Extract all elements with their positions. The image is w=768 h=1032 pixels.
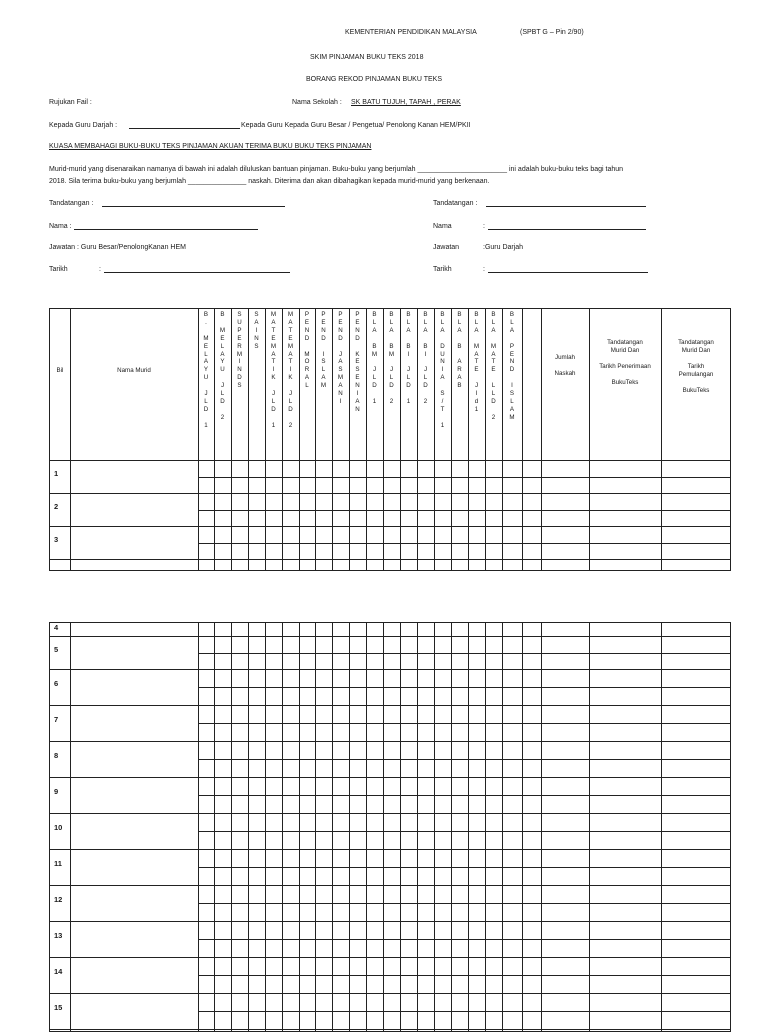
row-half-line xyxy=(198,543,730,544)
header-jumlah-naskah: Jumlah Naskah xyxy=(554,354,576,377)
row-number: 4 xyxy=(54,623,59,632)
column-divider xyxy=(70,309,71,570)
loan-table-page-1 xyxy=(49,308,731,571)
row-number: 8 xyxy=(54,751,59,760)
row-line xyxy=(50,741,730,742)
header-subject-12: B L A B M J L D 2 xyxy=(388,311,395,405)
right-tarikh-colon: : xyxy=(483,266,485,273)
row-number: 7 xyxy=(54,715,59,724)
form-title: BORANG REKOD PINJAMAN BUKU TEKS xyxy=(306,76,443,83)
header-subject-13: B L A B I J L D 1 xyxy=(406,311,411,405)
left-jawatan-label: Jawatan : Guru Besar/PenolongKanan HEM xyxy=(49,244,186,251)
column-divider xyxy=(332,623,333,1031)
row-half-line xyxy=(198,903,730,904)
header-subject-8: P E N D I S L A M xyxy=(320,311,327,390)
column-divider xyxy=(661,623,662,1031)
row-number: 5 xyxy=(54,644,59,654)
column-divider xyxy=(589,623,590,1031)
column-divider xyxy=(468,623,469,1031)
right-tandatangan-label: Tandatangan : xyxy=(433,200,478,207)
header-subject-9: P E N D J A S M A N I xyxy=(337,311,344,405)
column-divider xyxy=(214,623,215,1031)
row-number: 11 xyxy=(54,859,62,868)
column-divider xyxy=(383,623,384,1031)
right-tandatangan-line xyxy=(486,206,646,207)
row-line xyxy=(50,636,730,637)
row-half-line xyxy=(198,723,730,724)
kepada-guru-besar-label: Kepada Guru Kepada Guru Besar / Pengetua/ Penolong Kanan HEM/PKII xyxy=(241,122,471,129)
left-nama-line xyxy=(74,229,258,230)
ministry-title: KEMENTERIAN PENDIDIKAN MALAYSIA xyxy=(345,29,477,36)
row-half-line xyxy=(198,1011,730,1012)
row-number: 15 xyxy=(54,1003,63,1012)
column-divider xyxy=(299,623,300,1031)
right-tarikh-line xyxy=(488,272,648,273)
column-divider xyxy=(265,623,266,1031)
header-subject-4: S A I N S xyxy=(254,311,259,350)
row-half-line xyxy=(198,759,730,760)
row-line xyxy=(50,957,730,958)
row-half-line xyxy=(198,867,730,868)
header-subject-14: B L A B I J L D 2 xyxy=(423,311,428,405)
row-half-line xyxy=(198,510,730,511)
row-line xyxy=(50,705,730,706)
right-nama-line xyxy=(488,229,646,230)
column-divider xyxy=(198,623,199,1031)
header-subject-16: B L A B A R A B xyxy=(457,311,462,390)
row-number: 14 xyxy=(54,967,63,976)
column-divider xyxy=(451,623,452,1031)
row-half-line xyxy=(198,653,730,654)
row-line xyxy=(50,993,730,994)
header-subject-10: P E N D K E S E N I A N xyxy=(355,311,360,413)
column-divider xyxy=(522,623,523,1031)
column-divider xyxy=(485,623,486,1031)
row-line xyxy=(50,526,730,527)
nama-sekolah-value: SK BATU TUJUH, TAPAH , PERAK xyxy=(351,99,461,106)
column-divider xyxy=(315,623,316,1031)
row-number: 3 xyxy=(54,534,59,544)
column-divider xyxy=(70,623,71,1031)
authority-line-1: Murid-murid yang disenaraikan namanya di bawah ini adalah diluluskan bantuan pinjaman. Buku-buku yang berjumlah _______________________ ini adalah buku-buku teks bagi tahun xyxy=(49,166,624,173)
kepada-guru-darjah-label: Kepada Guru Darjah : xyxy=(49,122,118,129)
header-subject-17: B L A M A T E J I d 1 xyxy=(473,311,480,413)
column-divider xyxy=(400,623,401,1031)
row-half-line xyxy=(198,687,730,688)
left-tandatangan-label: Tandatangan : xyxy=(49,200,94,207)
header-bottom-line xyxy=(50,460,730,461)
row-number: 10 xyxy=(54,823,63,832)
row-line xyxy=(50,777,730,778)
row-number: 6 xyxy=(54,679,59,688)
header-subject-7: P E N D M O R A L xyxy=(304,311,310,390)
column-divider xyxy=(502,309,503,570)
header-subject-19: B L A P E N D I S L A M xyxy=(509,311,515,421)
left-tarikh-label: Tarikh xyxy=(49,266,68,273)
header-tandatangan-terima: Tandatangan Murid Dan Tarikh Penerimaan BukuTeks xyxy=(599,339,651,386)
row-half-line xyxy=(198,795,730,796)
right-jawatan-value: :Guru Darjah xyxy=(483,244,524,251)
column-divider xyxy=(522,309,523,570)
row-number: 13 xyxy=(54,931,63,940)
row-number: 12 xyxy=(54,895,63,904)
row-line xyxy=(50,921,730,922)
column-divider xyxy=(282,623,283,1031)
row-number: 9 xyxy=(54,787,59,796)
header-bil: Bil xyxy=(56,367,64,374)
header-tandatangan-pulang: Tandatangan Murid Dan Tarikh Pemulangan BukuTeks xyxy=(678,339,714,394)
row-line xyxy=(50,493,730,494)
header-subject-3: S U P E R M I N D S xyxy=(236,311,243,390)
header-subject-5: M A T E M A T I K J L D 1 xyxy=(270,311,277,429)
right-jawatan-label: Jawatan xyxy=(433,244,460,251)
row-line xyxy=(50,669,730,670)
header-subject-11: B L A B M J L D 1 xyxy=(371,311,378,405)
header-subject-18: B L A M A T E L L D 2 xyxy=(490,311,497,421)
row-number: 1 xyxy=(54,468,59,478)
right-nama-colon: : xyxy=(483,223,485,230)
scheme-title: SKIM PINJAMAN BUKU TEKS 2018 xyxy=(310,54,424,61)
row-half-line xyxy=(198,477,730,478)
row-half-line xyxy=(198,939,730,940)
header-subject-15: B L A D U N I A S / T 1 xyxy=(440,311,445,429)
row-half-line xyxy=(198,975,730,976)
column-divider xyxy=(541,623,542,1031)
column-divider xyxy=(231,623,232,1031)
left-nama-label: Nama : xyxy=(49,223,72,230)
header-subject-1: B . M E L A Y U J L D 1 xyxy=(203,311,209,429)
column-divider xyxy=(366,623,367,1031)
rujukan-fail-label: Rujukan Fail : xyxy=(49,99,92,106)
column-divider xyxy=(434,623,435,1031)
row-half-line xyxy=(198,831,730,832)
authority-line-2: 2018. Sila terima buku-buku yang berjumlah _______________ naskah. Diterima dan akan dibahagikan kepada murid-murid yang berkenaan. xyxy=(49,178,490,185)
row-line xyxy=(50,813,730,814)
guru-darjah-line xyxy=(129,128,240,129)
row-line xyxy=(50,849,730,850)
loan-table-page-2 xyxy=(49,622,731,1032)
right-tarikh-label: Tarikh xyxy=(433,266,452,273)
header-nama-murid: Nama Murid xyxy=(117,367,151,374)
nama-sekolah-label: Nama Sekolah : xyxy=(292,99,342,106)
row-line xyxy=(50,1029,730,1030)
authority-heading: KUASA MEMBAHAGI BUKU-BUKU TEKS PINJAMAN AKUAN TERIMA BUKU BUKU TEKS PINJAMAN xyxy=(49,143,372,150)
header-subject-6: M A T E M A T I K J L D 2 xyxy=(287,311,294,429)
form-code: (SPBT G – Pin 2/90) xyxy=(520,29,584,36)
left-tandatangan-line xyxy=(102,206,285,207)
header-subject-2: B M E L A Y U J L D 2 xyxy=(219,311,226,421)
right-nama-label: Nama xyxy=(433,223,452,230)
column-divider xyxy=(349,623,350,1031)
column-divider xyxy=(248,623,249,1031)
left-tarikh-colon: : xyxy=(99,266,101,273)
left-tarikh-line xyxy=(104,272,290,273)
column-divider xyxy=(541,309,542,570)
column-divider xyxy=(417,623,418,1031)
column-divider xyxy=(502,623,503,1031)
row-number: 2 xyxy=(54,501,59,511)
row-line xyxy=(50,559,730,560)
row-line xyxy=(50,885,730,886)
